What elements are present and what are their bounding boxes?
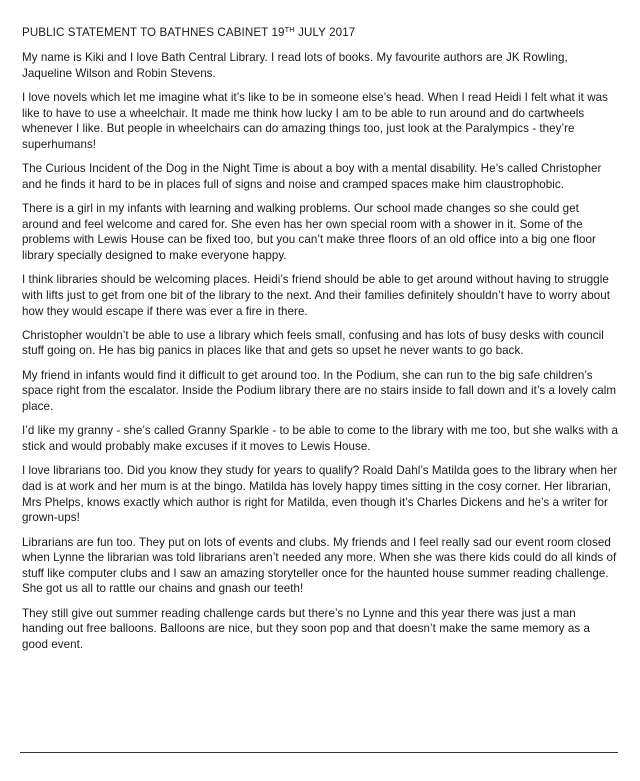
title-end: JULY 2017 (294, 26, 356, 39)
bottom-divider (20, 752, 618, 753)
paragraph-9: I love librarians too. Did you know they study for years to qualify? Roald Dahl’s Matilda goes to the library when her dad is at work and her mum is at the bingo. Matilda has lovely happy times sitting in the cosy corner. Her librarian, Mrs Phelps, knows exactly which author is right for Matilda, even though it’s Charles Dickens and he’s a writer for grown-ups! (22, 464, 618, 525)
paragraph-7: My friend in infants would find it difficult to get around too. In the Podium, she can run to the big safe children’s space right from the escalator. Inside the Podium library there are no stairs inside to fall down and it’s a lovely calm place. (22, 368, 617, 414)
paragraph-2: I love novels which let me imagine what it’s like to be in someone else’s head. When I read Heidi I felt what it was like to have to use a wheelchair. It made me think how lucky I am to be able to run around and do cartwheels whenever I like. But people in wheelchairs can do amazing things too, just look at the Paralympics - they’re superhumans! (22, 90, 608, 151)
paragraph-6: Christopher wouldn’t be able to use a library which feels small, confusing and has lots of busy desks with council stuff going on. He has big panics in places like that and gets so upset he never wants to go back. (22, 328, 604, 358)
paragraph-3: The Curious Incident of the Dog in the Night Time is about a boy with a mental disability. He’s called Christopher and he finds it hard to be in places full of signs and noise and cramped spaces make him claustrophobic. (22, 162, 602, 191)
paragraph-4: There is a girl in my infants with learning and walking problems. Our school made changes so she could get around and feel welcome and cared for. She even has her own special room with a shower in it. Some of the problems with Lewis House can be fixed too, but you can’t make three floors of an old office into a big one floor library specially designed to make everyone happy. (22, 202, 596, 262)
title-main: PUBLIC STATEMENT TO BATHNES CABINET 19 (22, 26, 285, 39)
paragraph-11: They still give out summer reading challenge cards but there’s no Lynne and this year there was just a man handing out free balloons. Balloons are nice, but they soon pop and that doesn’t make the same memory as a good event. (22, 606, 590, 651)
paragraph-1: My name is Kiki and I love Bath Central Library. I read lots of books. My favourite authors are JK Rowling, Jaqueline Wilson and Robin Stevens. (22, 51, 568, 80)
paragraph-8: I’d like my granny - she’s called Granny Sparkle - to be able to come to the library with me too, but she walks with a stick and would probably make excuses if it moves to Lewis House. (22, 424, 618, 454)
title-superscript: TH (284, 25, 295, 34)
document-title (22, 25, 618, 40)
paragraph-10: Librarians are fun too. They put on lots of events and clubs. My friends and I feel really sad our event room closed when Lynne the librarian was told librarians aren’t needed any more. When she was there kids could do all kinds of stuff like computer clubs and I saw an amazing storyteller once for the haunted house summer reading challenge. She got us all to rattle our chains and gnash our teeth! (22, 535, 617, 596)
paragraph-5: I think libraries should be welcoming places. Heidi’s friend should be able to get around without having to struggle with lifts just to get from one bit of the library to the next. And their families definitely shouldn’t have to worry about how they would escape if there was ever a fire in there. (22, 273, 611, 318)
